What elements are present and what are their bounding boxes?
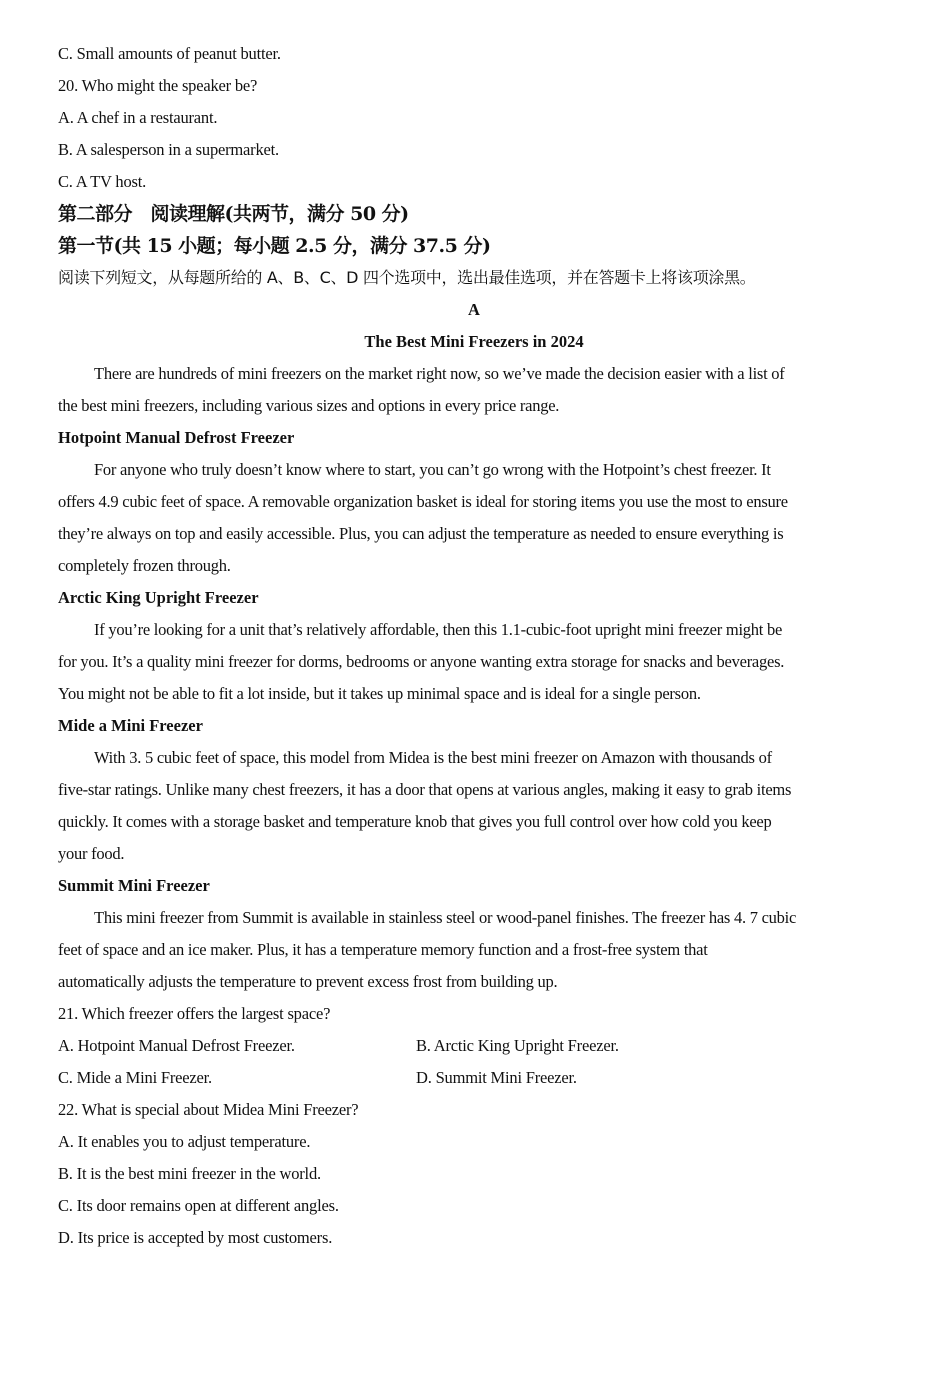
q22-option-d: D. Its price is accepted by most customers. [58, 1228, 333, 1247]
part-two-heading: 第二部分 阅读理解(共两节，满分 50 分) [58, 203, 409, 225]
paragraph-line: This mini freezer from Summit is available in stainless steel or wood-panel finishes. The freezer has 4. 7 cubic [94, 908, 797, 927]
paragraph-line: they’re always on top and easily accessible. Plus, you can adjust the temperature as needed to ensure everything is [58, 524, 784, 543]
q20-option-c: C. A TV host. [58, 172, 147, 191]
q22-stem: 22. What is special about Midea Mini Freezer? [58, 1100, 359, 1119]
q20-option-a: A. A chef in a restaurant. [58, 108, 218, 127]
paragraph-line: your food. [58, 844, 125, 863]
paragraph-line: With 3. 5 cubic feet of space, this model from Midea is the best mini freezer on Amazon with thousands of [94, 748, 772, 767]
reading-instruction: 阅读下列短文，从每题所给的 A、B、C、D 四个选项中，选出最佳选项，并在答题卡上将该项涂黑。 [58, 268, 756, 287]
freezer-heading-hotpoint: Hotpoint Manual Defrost Freezer [58, 428, 295, 447]
intro-line: the best mini freezers, including various sizes and options in every price range. [58, 396, 560, 415]
q21-option-b: B. Arctic King Upright Freezer. [416, 1036, 619, 1055]
freezer-heading-midea: Mide a Mini Freezer [58, 716, 203, 735]
q20-option-b: B. A salesperson in a supermarket. [58, 140, 279, 159]
intro-line: There are hundreds of mini freezers on the market right now, so we’ve made the decision easier with a list of [94, 364, 785, 383]
q19-option-c: C. Small amounts of peanut butter. [58, 44, 281, 63]
passage-title: The Best Mini Freezers in 2024 [364, 332, 584, 351]
freezer-heading-arctic-king: Arctic King Upright Freezer [58, 588, 259, 607]
q21-stem: 21. Which freezer offers the largest space? [58, 1004, 331, 1023]
q21-option-d: D. Summit Mini Freezer. [416, 1068, 577, 1087]
paragraph-line: five-star ratings. Unlike many chest freezers, it has a door that opens at various angles, making it easy to grab items [58, 780, 792, 799]
section-one-heading: 第一节(共 15 小题；每小题 2.5 分，满分 37.5 分) [58, 235, 491, 257]
q21-option-a: A. Hotpoint Manual Defrost Freezer. [58, 1036, 295, 1055]
exam-page [58, 38, 890, 1254]
paragraph-line: If you’re looking for a unit that’s relatively affordable, then this 1.1-cubic-foot upright mini freezer might be [94, 620, 783, 639]
q21-option-c: C. Mide a Mini Freezer. [58, 1068, 212, 1087]
paragraph-line: offers 4.9 cubic feet of space. A removable organization basket is ideal for storing items you use the most to ensure [58, 492, 788, 511]
freezer-heading-summit: Summit Mini Freezer [58, 876, 210, 895]
q22-option-c: C. Its door remains open at different angles. [58, 1196, 339, 1215]
passage-label: A [468, 300, 480, 319]
paragraph-line: quickly. It comes with a storage basket and temperature knob that gives you full control over how cold you keep [58, 812, 772, 831]
paragraph-line: for you. It’s a quality mini freezer for dorms, bedrooms or anyone wanting extra storage for snacks and beverages. [58, 652, 785, 671]
q21-options-row [58, 1030, 890, 1062]
q22-option-b: B. It is the best mini freezer in the world. [58, 1164, 321, 1183]
q20-stem: 20. Who might the speaker be? [58, 76, 258, 95]
paragraph-line: You might not be able to fit a lot inside, but it takes up minimal space and is ideal for a single person. [58, 684, 701, 703]
paragraph-line: completely frozen through. [58, 556, 231, 575]
q21-options-row [58, 1062, 890, 1094]
paragraph-line: automatically adjusts the temperature to prevent excess frost from building up. [58, 972, 558, 991]
paragraph-line: feet of space and an ice maker. Plus, it has a temperature memory function and a frost-free system that [58, 940, 708, 959]
q22-option-a: A. It enables you to adjust temperature. [58, 1132, 311, 1151]
paragraph-line: For anyone who truly doesn’t know where to start, you can’t go wrong with the Hotpoint’s chest freezer. It [94, 460, 771, 479]
